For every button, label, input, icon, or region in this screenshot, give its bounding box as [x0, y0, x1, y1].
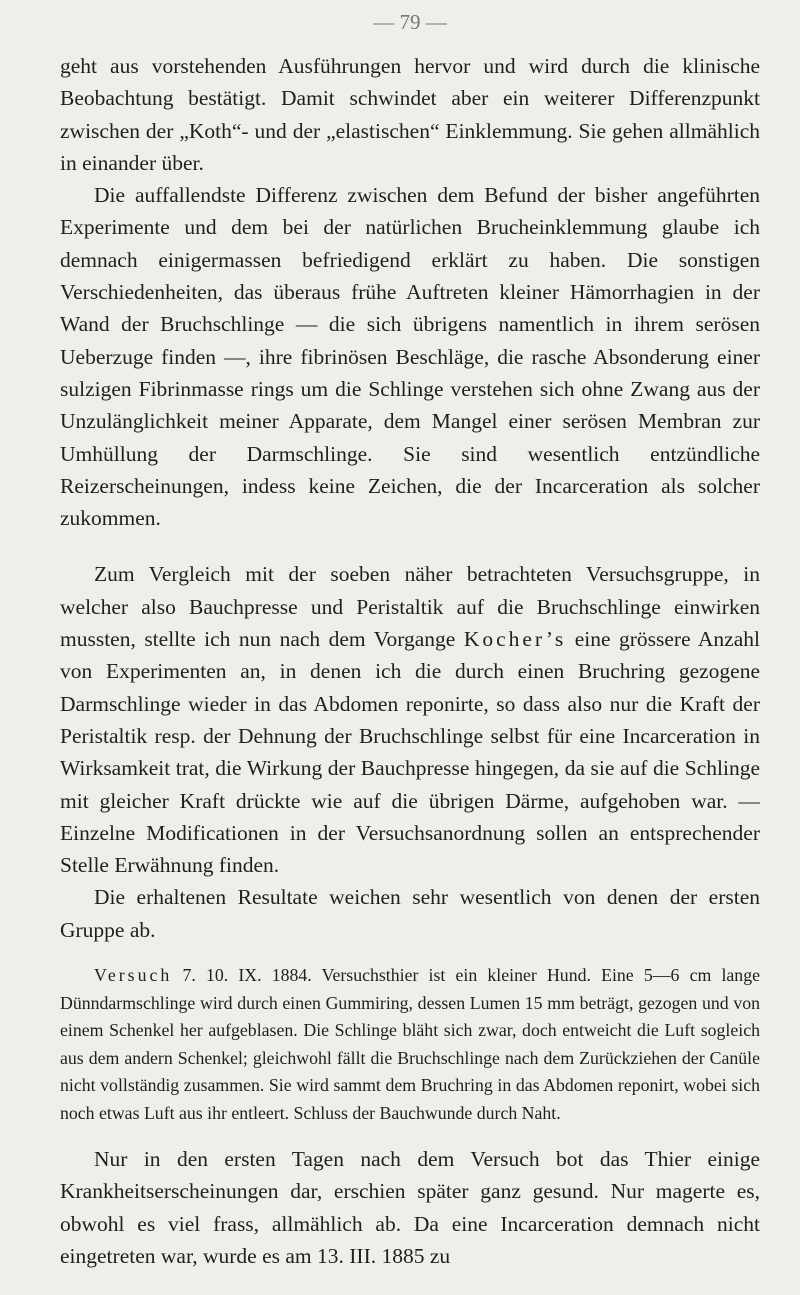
vergleich-text-after: eine grössere Anzahl von Experimenten an, in denen ich die durch einen Bruchring gezogene Darmschlinge wieder in das Abdomen reponirte, so dass also nur die Kraft der Peristaltik resp. der Dehnung der Bruchschlinge selbst für eine Incarceration in Wirksamkeit trat, die Wirkung der Bauchpresse hingegen, da sie auf die Schlinge mit gleicher Kraft drückte wie auf die übrigen Därme, aufgehoben war. — Einzelne Modificationen in der Versuchsanordnung sollen an entsprechender Stelle Erwähnung finden.: [60, 627, 760, 878]
paragraph-differenz: Die auffallendste Differenz zwischen dem Befund der bisher angeführten Experimente und dem bei der natürlichen Brucheinklemmung glaube ich demnach einigermassen befriedigend erklärt zu haben. Die sonstigen Verschiedenheiten, das überaus frühe Auftreten kleiner Hämorrhagien in der Wand der Bruchschlinge — die sich übrigens namentlich in ihrem serösen Ueberzuge finden —, ihre fibrinösen Beschläge, die rasche Absonderung einer sulzigen Fibrinmasse rings um die Schlinge verstehen sich ohne Zwang aus der Unzulänglichkeit meiner Apparate, dem Mangel einer serösen Membran zur Umhüllung der Darmschlinge. Sie sind wesentlich entzündliche Reizerscheinungen, indess keine Zeichen, die der Incarceration als solcher zukommen.: [60, 183, 760, 531]
versuch-text: 7. 10. IX. 1884. Versuchsthier ist ein kleiner Hund. Eine 5—6 cm lange Dünndarmschlinge wird durch einen Gummiring, dessen Lumen 15 mm beträgt, gezogen und von einem Schenkel her aufgeblasen. Die Schlinge bläht sich zwar, doch entweicht die Luft sogleich aus dem andern Schenkel; gleichwohl fällt die Bruchschlinge nach dem Zurückziehen der Canüle nicht vollständig zusammen. Sie wird sammt dem Bruchring in das Abdomen reponirt, wobei sich noch etwas Luft aus ihr entleert. Schluss der Bauchwunde durch Naht.: [60, 965, 760, 1123]
paragraph-resultate: Die erhaltenen Resultate weichen sehr wesentlich von denen der ersten Gruppe ab.: [60, 885, 760, 942]
paragraph-versuch-7: [60, 962, 760, 1127]
author-name-kocher: Kocher’s: [463, 627, 567, 652]
paragraph-vergleich: [60, 558, 760, 881]
paragraph-ergebnis: Nur in den ersten Tagen nach dem Versuch bot das Thier einige Krankheitserscheinungen dar, erschien später ganz gesund. Nur magerte es, obwohl es viel frass, allmählich ab. Da eine Incarceration demnach nicht eingetreten war, wurde es am 13. III. 1885 zu: [60, 1147, 760, 1268]
page: [60, 6, 760, 1272]
versuch-label: Versuch: [94, 965, 173, 986]
page-number: — 79 —: [373, 10, 447, 34]
vergleich-text-before: Zum Vergleich mit der soeben näher betrachteten Versuchsgruppe, in welcher also Bauchpresse und Peristaltik auf die Bruchschlinge einwirken mussten, stellte ich nun nach dem Vorgange: [60, 562, 760, 652]
paragraph-continuation: geht aus vorstehenden Ausführungen hervor und wird durch die klinische Beobachtung bestätigt. Damit schwindet aber ein weiterer Differenzpunkt zwischen der „Koth“- und der „elastischen“ Einklemmung. Sie gehen allmählich in einander über.: [60, 54, 760, 175]
